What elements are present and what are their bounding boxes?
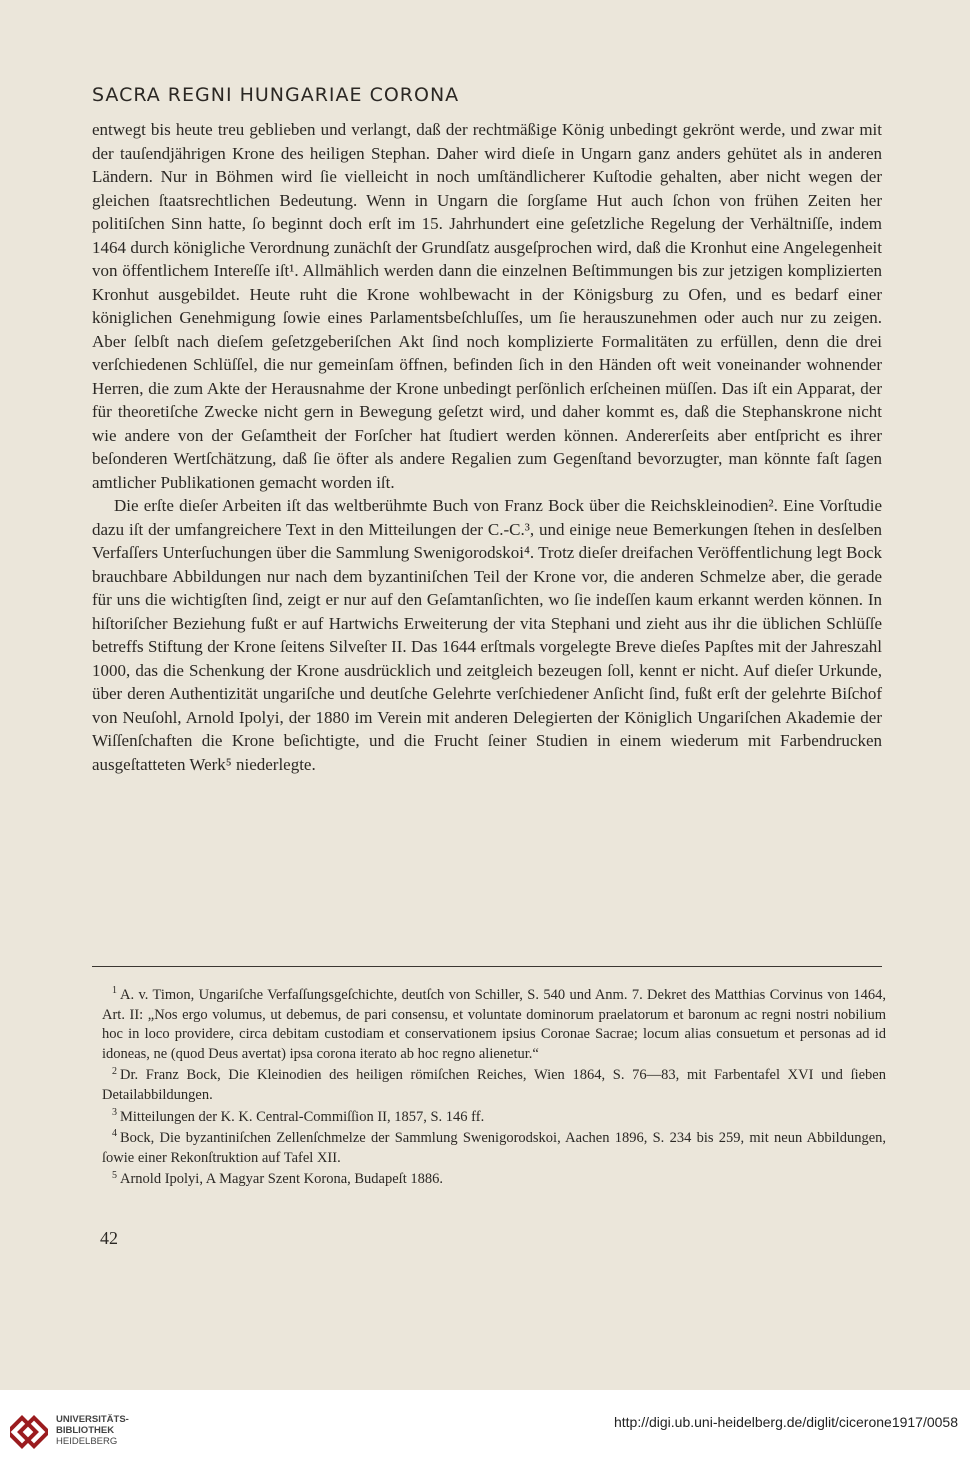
footnote xyxy=(102,1108,886,1128)
page-number: 42 xyxy=(100,1228,118,1248)
footnote-mark: 4 xyxy=(112,1128,117,1140)
library-logo[interactable] xyxy=(10,1410,180,1452)
main-text xyxy=(92,118,882,776)
library-name-line: BIBLIOTHEK xyxy=(56,1425,115,1436)
footnote xyxy=(102,986,886,1064)
paragraph: Die erſte dieſer Arbeiten iſt das weltberühmte Buch von Franz Bock über die Reichskleinodien². Eine Vorſtudie dazu iſt der umfangreichere Text in den Mitteilungen der C.-C.³, und einige neue Bemerkungen ſtehen in desſelben Verfaſſers Unterſuchungen über die Sammlung Swenigorodskoi⁴. Trotz dieſer dreifachen Veröffentlichung legt Bock brauchbare Abbildungen nur nach dem byzantiniſchen Teil der Krone vor, die anderen Schmelze aber, die gerade für uns die wichtigſten ſind, zeigt er nur auf den Geſamtanſichten, wo ſie indeſſen kaum erkannt werden können. In hiſtoriſcher Beziehung fußt er auf Hartwichs Erweiterung der vita Stephani und zieht aus ihr die üblichen Schlüſſe betreffs Stiftung der Krone ſeitens Silveſter II. Das 1644 erſtmals vorgelegte Breve dieſes Papſtes mit der Jahreszahl 1000, das die Schenkung der Krone ausdrücklich und zeitgleich bezeugen ſoll, kennt er nicht. Auf dieſer Urkunde, über deren Authentizität ungariſche und deutſche Gelehrte verſchiedener Anſicht ſind, fußt erſt der gelehrte Biſchof von Neuſohl, Arnold Ipolyi, der 1880 im Verein mit anderen Delegierten der Königlich Ungariſchen Akademie der Wiſſenſchaften die Krone beſichtigte, und die Frucht ſeiner Studien in einem wiederum mit Farbendrucken ausgeſtatteten Werk⁵ niederlegte. xyxy=(92,496,882,774)
footnote xyxy=(102,1170,886,1190)
running-title: SACRA REGNI HUNGARIAE CORONA xyxy=(92,84,460,106)
footnote-text: Bock, Die byzantiniſchen Zellenſchmelze der Sammlung Swenigorodskoi, Aachen 1896, S. 234 bis 259, mit neun Abbildungen, ſowie einer Rekonſtruktion auf Tafel XII. xyxy=(102,1130,886,1166)
footnotes xyxy=(102,986,886,1192)
footnote-text: Arnold Ipolyi, A Magyar Szent Korona, Budapeſt 1886. xyxy=(120,1171,443,1188)
footnote-mark: 5 xyxy=(112,1169,117,1181)
library-name-line: HEIDELBERG xyxy=(56,1436,118,1447)
footnote-mark: 2 xyxy=(112,1065,117,1077)
footnote-text: A. v. Timon, Ungariſche Verfaſſungsgeſchichte, deutſch von Schiller, S. 540 und Anm. 7. Dekret des Matthias Corvinus von 1464, Art. II: „Nos ergo volumus, ut debemus, de pari consensu, et voluntate dominorum praelatorum et baronum ac regni nostri nobilium hoc in loco providere, circa debitam custodiam et conservationem ipsius Coronae Sacrae; locum alias consuetum et personas ad id idoneas, ne (quod Deus avertat) ipsa corona iterato ab hoc regno alienetur.“ xyxy=(102,987,886,1062)
footnote-mark: 1 xyxy=(112,985,117,997)
footnote-mark: 3 xyxy=(112,1106,117,1118)
footnote-divider xyxy=(92,966,882,967)
footnote-text: Mitteilungen der K. K. Central-Commiſſion II, 1857, S. 146 ff. xyxy=(120,1108,485,1125)
footnote xyxy=(102,1066,886,1105)
library-name xyxy=(56,1414,129,1447)
library-name-line: UNIVERSITÄTS- xyxy=(56,1414,129,1425)
paragraph: entwegt bis heute treu geblieben und verlangt, daß der rechtmäßige König unbedingt gekrönt werde, und zwar mit der tauſendjährigen Krone des heiligen Stephan. Daher wird dieſe in Ungarn ganz anders gehütet als in anderen Ländern. Nur in Böhmen wird ſie vielleicht in noch umſtändlicherer Kuſtodie gehalten, aber nicht wegen der gleichen ſtaatsrechtlichen Bedeutung. Wenn in Ungarn die ſorgſame Hut auch ſchon von frühen Zeiten her politiſchen Sinn hatte, ſo beginnt doch erſt im 15. Jahrhundert eine geſetzliche Regelung der Verhältniſſe, indem 1464 durch königliche Verordnung zunächſt der Grundſatz ausgeſprochen wird, daß die Kronhut eine Angelegenheit von öffentlichem Intereſſe iſt¹. Allmählich werden dann die einzelnen Beſtimmungen bis zur jetzigen komplizierten Kronhut ausgebildet. Heute ruht die Krone wohlbewacht in der Königsburg zu Ofen, und es bedarf einer königlichen Genehmigung ſowie eines Parlamentsbeſchluſſes, um ſie herauszunehmen oder auch nur zu zeigen. Aber ſelbſt nach dieſem geſetzgeberiſchen Akt ſind noch komplizierte Formalitäten zu erfüllen, denn die drei verſchiedenen Schlüſſel, die nur gemeinſam öffnen, befinden ſich in den Händen oft weit voneinander wohnender Herren, die zum Akte der Herausnahme der Krone unbedingt perſönlich erſcheinen müſſen. Das iſt ein Apparat, der für theoretiſche Zwecke nicht gern in Bewegung geſetzt wird, und daher kommt es, daß die Stephanskrone nicht wie andere von der Geſamtheit der Forſcher hat ſtudiert werden können. Andererſeits aber entſpricht es ihrer beſonderen Wertſchätzung, daß ſie öfter als andere Regalien zum Gegenſtand bevorzugter, man könnte faſt ſagen amtlicher Publikationen gemacht worden iſt. xyxy=(92,120,882,492)
footnote xyxy=(102,1129,886,1168)
footnote-text: Dr. Franz Bock, Die Kleinodien des heiligen römiſchen Reiches, Wien 1864, S. 76—83, mit Farbentafel XVI und ſieben Detailabbildungen. xyxy=(102,1067,886,1103)
source-url-link[interactable]: http://digi.ub.uni-heidelberg.de/diglit/cicerone1917/0058 xyxy=(613,1414,958,1430)
library-logo-icon xyxy=(10,1412,48,1450)
